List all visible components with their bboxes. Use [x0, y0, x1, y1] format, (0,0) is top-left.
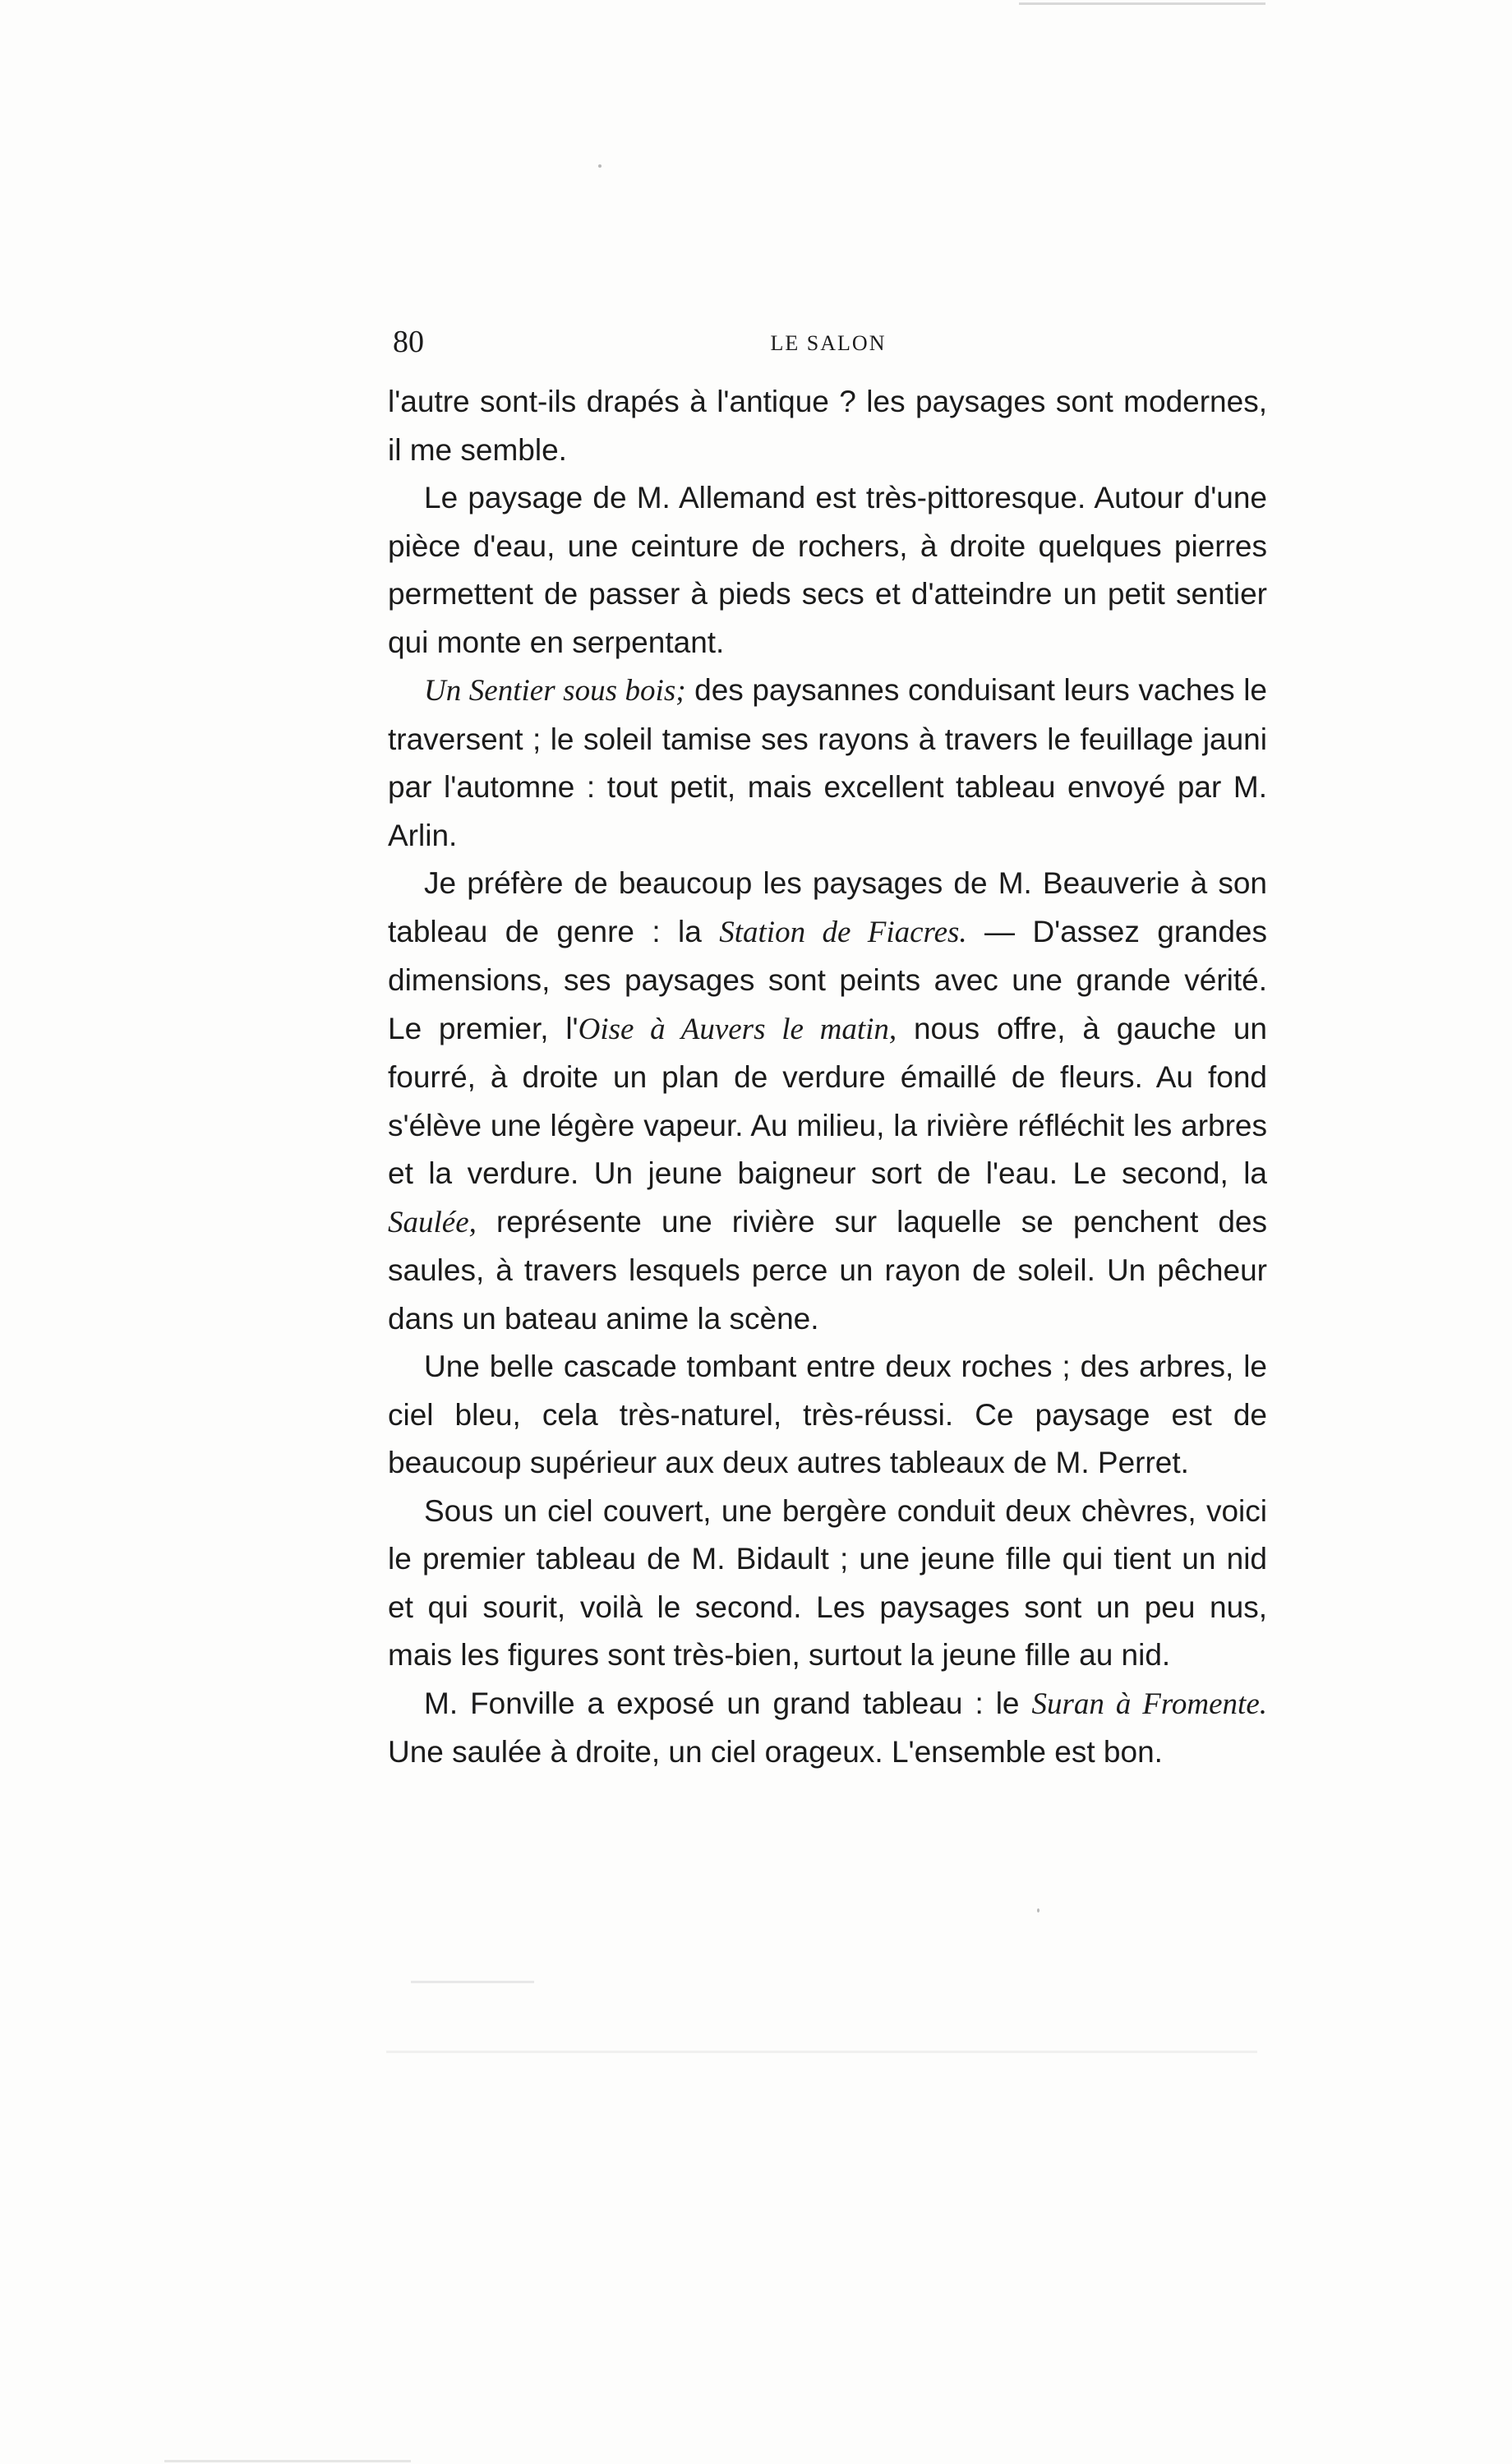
text-run: — D'assez grandes dimensions, ses paysages sont peints avec une grande vérité. Le premier, l'	[388, 914, 1267, 1045]
text-run: des paysannes conduisant leurs vaches le traversent ; le soleil tamise ses rayons à travers le feuillage jauni par l'automne : tout petit, mais excellent tableau envoyé par M. Arlin.	[388, 673, 1267, 852]
paragraph	[388, 474, 1267, 667]
scan-smudge	[411, 1981, 534, 1983]
scan-smudge	[1019, 2, 1265, 5]
page-header	[393, 321, 1264, 370]
text-run: l'autre sont-ils drapés à l'antique ? les paysages sont modernes, il me semble.	[388, 385, 1267, 467]
paragraph	[388, 378, 1267, 474]
paragraph	[388, 1488, 1267, 1680]
text-run: Je préfère de beaucoup les paysages de M. Beauverie à son tableau de genre : la	[388, 866, 1267, 948]
scan-speck	[598, 164, 602, 168]
text-run: M. Fonville a exposé un grand tableau : le	[424, 1686, 1032, 1720]
page-number: 80	[393, 325, 424, 359]
scan-speck	[1037, 1908, 1040, 1913]
paragraph	[388, 1343, 1267, 1488]
text-run: nous offre, à gauche un fourré, à droite un plan de verdure émaillé de fleurs. Au fond s'élève une légère vapeur. Au milieu, la rivière réfléchit les arbres et la verdure. Un jeune baigneur sort de l'eau. Le second, la	[388, 1011, 1267, 1190]
paragraph	[388, 667, 1267, 860]
artwork-title: Suran à Fromente.	[1031, 1687, 1267, 1721]
text-run: Le paysage de M. Allemand est très-pittoresque. Autour d'une pièce d'eau, une ceinture de rochers, à droite quelques pierres permettent de passer à pieds secs et d'atteindre un petit sentier qui monte en serpentant.	[388, 481, 1267, 659]
text-run: Une belle cascade tombant entre deux roches ; des arbres, le ciel bleu, cela très-naturel, très-réussi. Ce paysage est de beaucoup supérieur aux deux autres tableaux de M. Perret.	[388, 1350, 1267, 1479]
artwork-title: Un Sentier sous bois;	[424, 674, 686, 708]
scan-smudge	[386, 2051, 1257, 2053]
paragraph	[388, 1680, 1267, 1777]
text-run: Une saulée à droite, un ciel orageux. L'ensemble est bon.	[388, 1735, 1163, 1769]
running-head: LE SALON	[770, 331, 887, 355]
artwork-title: Station de Fiacres.	[719, 915, 967, 949]
scan-smudge	[164, 2460, 411, 2462]
paragraph	[388, 860, 1267, 1343]
body-text	[388, 378, 1267, 1777]
text-run: Sous un ciel couvert, une bergère conduit deux chèvres, voici le premier tableau de M. Bidault ; une jeune fille qui tient un nid et qui sourit, voilà le second. Les paysages sont un peu nus, mais les figures sont très-bien, surtout la jeune fille au nid.	[388, 1493, 1267, 1672]
artwork-title: Saulée,	[388, 1205, 477, 1239]
artwork-title: Oise à Auvers le matin,	[578, 1012, 897, 1046]
text-run: représente une rivière sur laquelle se penchent des saules, à travers lesquels perce un rayon de soleil. Un pêcheur dans un bateau anime la scène.	[388, 1204, 1267, 1336]
